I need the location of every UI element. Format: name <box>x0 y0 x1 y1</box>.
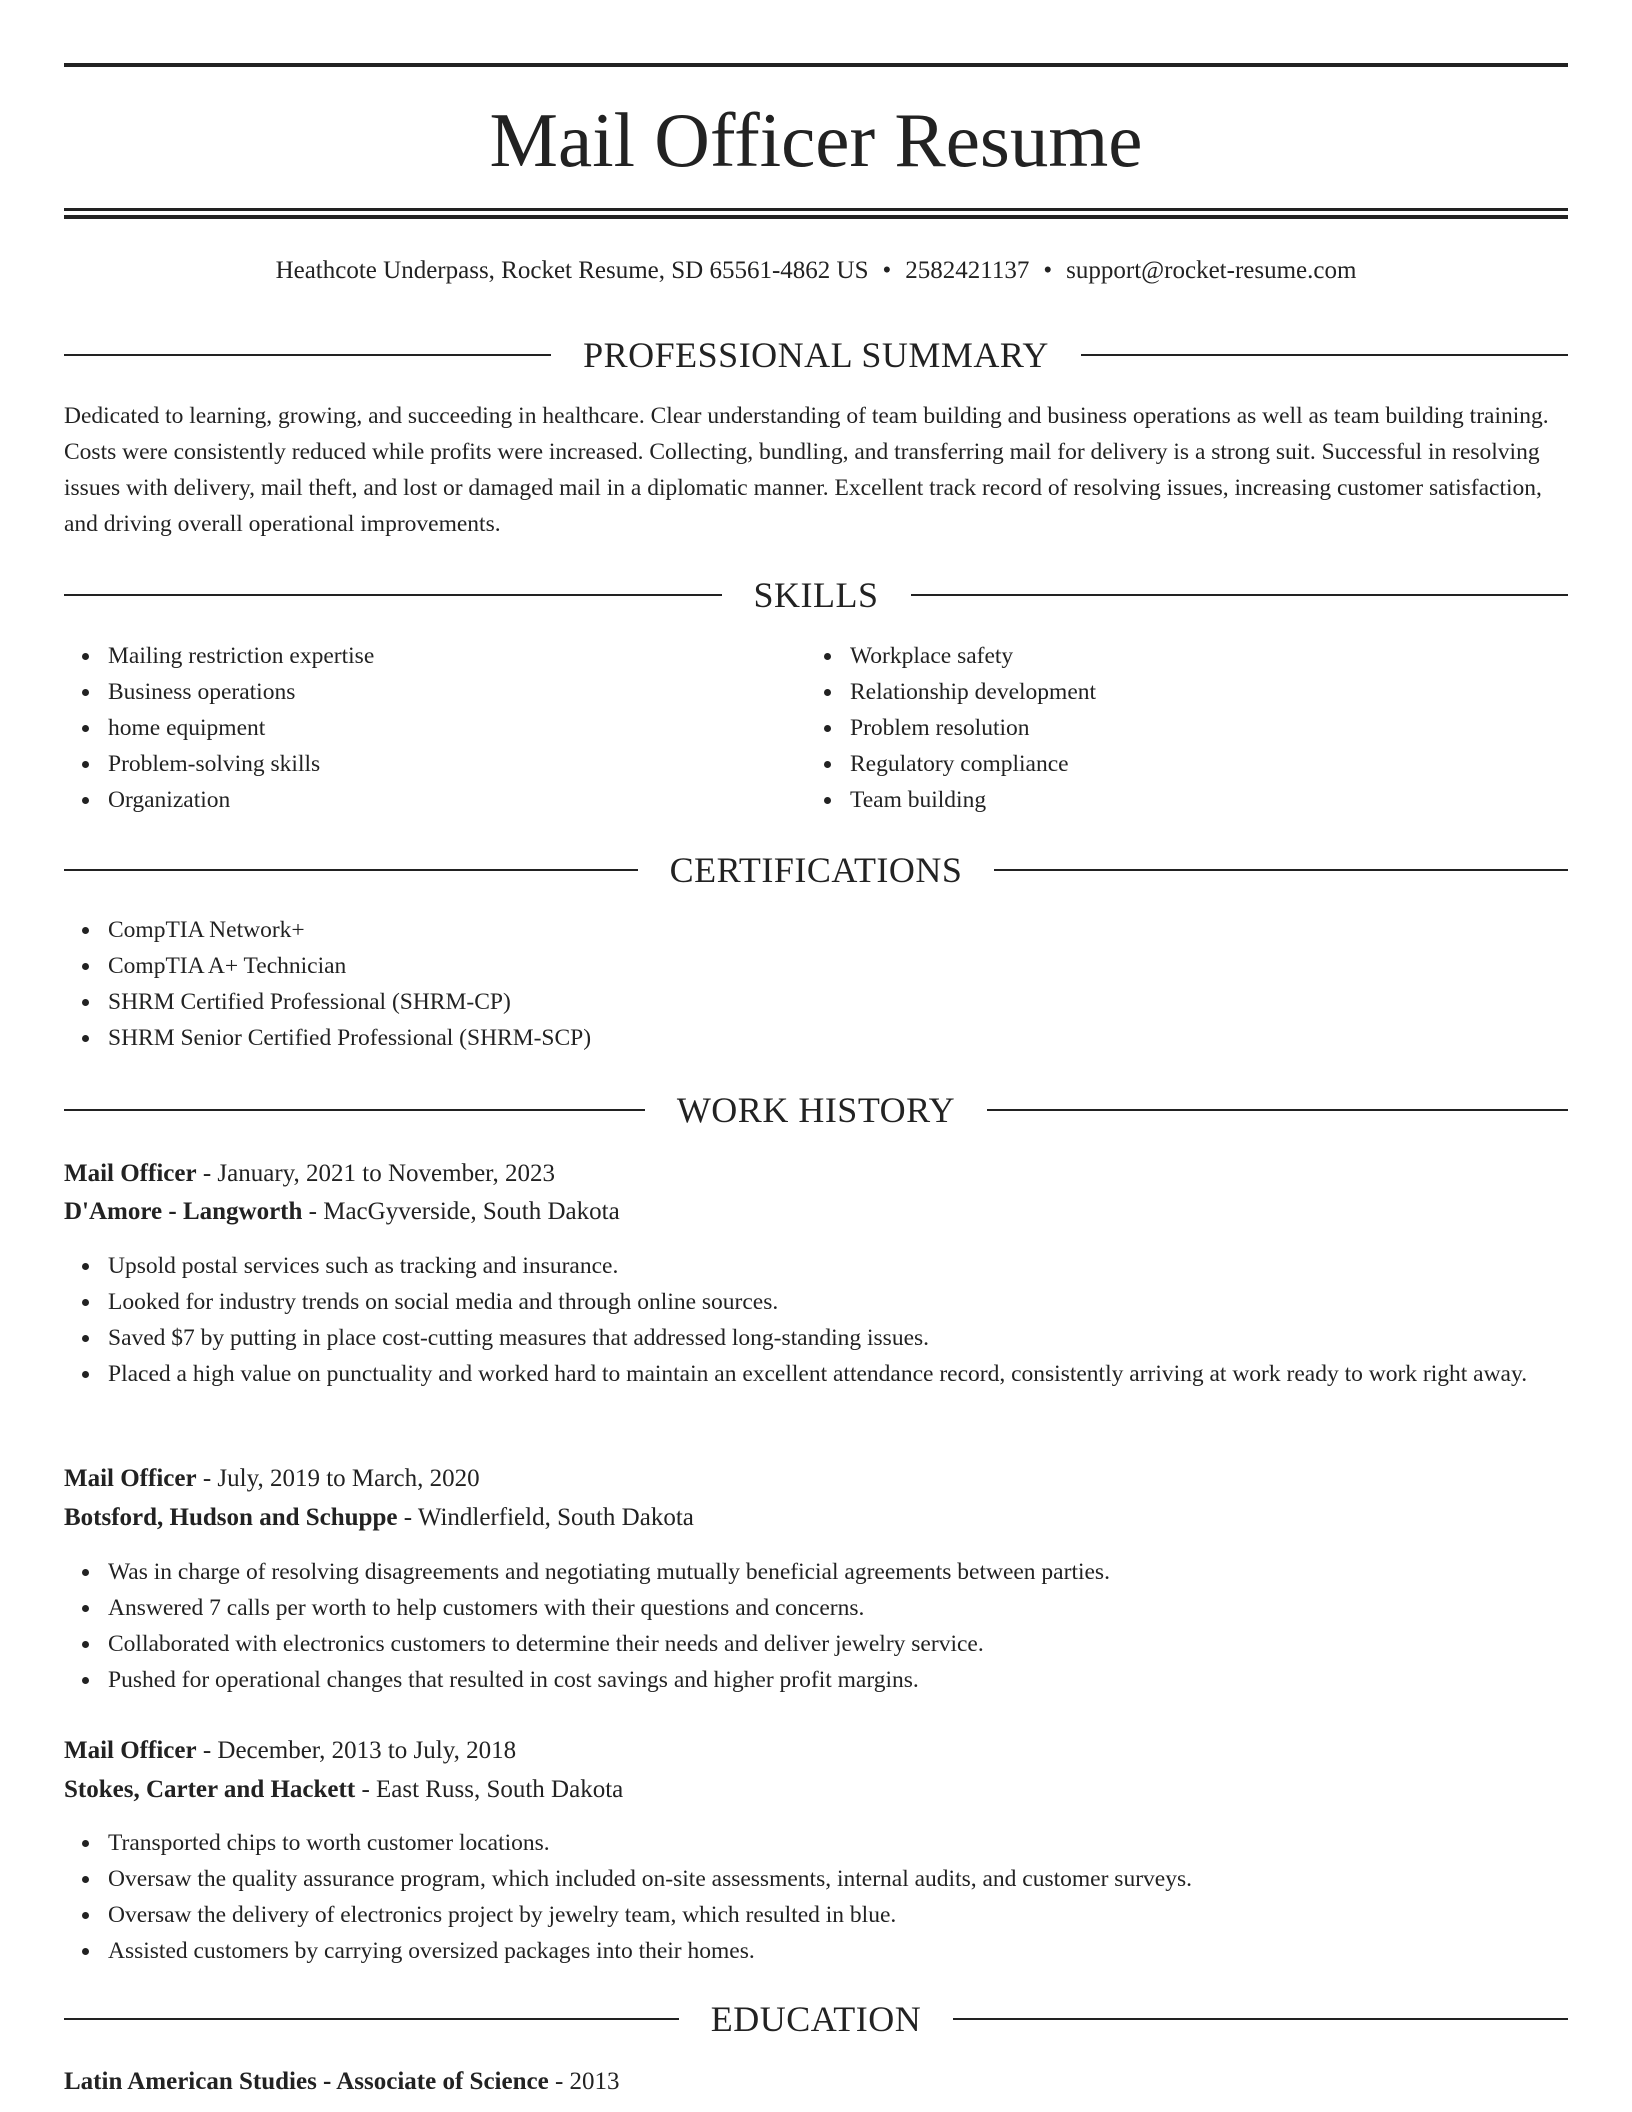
dash: - <box>308 1198 317 1225</box>
section-rule <box>64 594 722 596</box>
job-bullets <box>64 1825 1612 1969</box>
section-header-skills <box>64 575 1568 615</box>
certification-item: SHRM Certified Professional (SHRM-CP) <box>108 984 1508 1020</box>
certification-item: SHRM Senior Certified Professional (SHRM-SCP) <box>108 1020 1508 1056</box>
job-title-line <box>64 1460 1568 1498</box>
section-title-certifications: CERTIFICATIONS <box>669 850 963 890</box>
skills-list-left <box>64 638 768 818</box>
job-bullet: Placed a high value on punctuality and worked hard to maintain an excellent attendance record, consistently arriving at work ready to work right away. <box>108 1356 1612 1392</box>
job-location: Windlerfield, South Dakota <box>417 1504 694 1531</box>
section-rule <box>994 869 1568 871</box>
contact-separator: • <box>1043 257 1053 284</box>
section-header-summary <box>64 335 1568 375</box>
certifications-list <box>64 912 1508 1056</box>
dash: - <box>202 1160 212 1187</box>
job-title-line <box>64 1732 1568 1770</box>
section-rule <box>64 869 638 871</box>
section-header-work-history <box>64 1090 1568 1130</box>
job-company-line <box>64 1771 1568 1809</box>
job-bullet: Answered 7 calls per worth to help customers with their questions and concerns. <box>108 1590 1612 1626</box>
job-bullet: Was in charge of resolving disagreements and negotiating mutually beneficial agreements between parties. <box>108 1554 1612 1590</box>
job-title: Mail Officer <box>64 1465 197 1492</box>
skill-item: Regulatory compliance <box>850 746 1550 782</box>
section-rule <box>953 2018 1568 2020</box>
job-title: Mail Officer <box>64 1737 197 1764</box>
job-title-line <box>64 1155 1568 1193</box>
certification-item: CompTIA A+ Technician <box>108 948 1508 984</box>
dash: - <box>202 1737 212 1764</box>
skill-item: Workplace safety <box>850 638 1550 674</box>
job-dates: July, 2019 to March, 2020 <box>217 1465 480 1492</box>
job-company: D'Amore - Langworth <box>64 1198 303 1225</box>
skill-item: home equipment <box>108 710 768 746</box>
section-title-education: EDUCATION <box>710 1999 922 2039</box>
section-title-skills: SKILLS <box>753 575 879 615</box>
skill-item: Relationship development <box>850 674 1550 710</box>
job-bullet: Oversaw the delivery of electronics project by jewelry team, which resulted in blue. <box>108 1897 1612 1933</box>
job-bullet: Collaborated with electronics customers to determine their needs and deliver jewelry service. <box>108 1626 1612 1662</box>
contact-email: support@rocket-resume.com <box>1066 257 1357 284</box>
dash: - <box>361 1776 370 1803</box>
job-bullet: Assisted customers by carrying oversized packages into their homes. <box>108 1933 1612 1969</box>
job-location: East Russ, South Dakota <box>376 1776 624 1803</box>
job-company-line <box>64 1193 1568 1231</box>
job-dates: December, 2013 to July, 2018 <box>217 1737 517 1764</box>
job-location: MacGyverside, South Dakota <box>323 1198 620 1225</box>
skill-item: Mailing restriction expertise <box>108 638 768 674</box>
certification-item: CompTIA Network+ <box>108 912 1508 948</box>
education-year: 2013 <box>569 2068 620 2095</box>
job-bullets <box>64 1248 1612 1392</box>
job-bullets <box>64 1554 1612 1698</box>
job-bullet: Transported chips to worth customer locations. <box>108 1825 1612 1861</box>
skill-item: Organization <box>108 782 768 818</box>
contact-line <box>64 254 1568 288</box>
section-title-summary: PROFESSIONAL SUMMARY <box>583 335 1049 375</box>
section-rule <box>1081 354 1568 356</box>
education-degree: Latin American Studies - Associate of Science <box>64 2068 549 2095</box>
section-rule <box>911 594 1569 596</box>
section-rule <box>64 2018 679 2020</box>
contact-phone: 2582421137 <box>905 257 1030 284</box>
education-line <box>64 2063 1568 2101</box>
top-rule <box>64 63 1568 67</box>
job-bullet: Oversaw the quality assurance program, which included on-site assessments, internal audits, and customer surveys. <box>108 1861 1612 1897</box>
section-title-work-history: WORK HISTORY <box>676 1090 956 1130</box>
skill-item: Business operations <box>108 674 768 710</box>
skill-item: Team building <box>850 782 1550 818</box>
resume-title: Mail Officer Resume <box>489 97 1143 183</box>
job-dates: January, 2021 to November, 2023 <box>217 1160 555 1187</box>
job-bullet: Saved $7 by putting in place cost-cutting measures that addressed long-standing issues. <box>108 1320 1612 1356</box>
section-rule <box>987 1109 1568 1111</box>
job-company-line <box>64 1499 1568 1537</box>
job-company: Stokes, Carter and Hackett <box>64 1776 356 1803</box>
dash: - <box>202 1465 212 1492</box>
summary-text: Dedicated to learning, growing, and succeeding in healthcare. Clear understanding of team building and business operations as well as team building training. Costs were consistently reduced while profits were increased. Collecting, bundling, and transferring mail for delivery is a strong suit. Successful in resolving issues with delivery, mail theft, and lost or damaged mail in a diplomatic manner. Excellent track record of resolving issues, increasing customer satisfaction, and driving overall operational improvements. <box>64 403 1549 537</box>
job-title: Mail Officer <box>64 1160 197 1187</box>
skill-item: Problem-solving skills <box>108 746 768 782</box>
skill-item: Problem resolution <box>850 710 1550 746</box>
job-bullet: Upsold postal services such as tracking and insurance. <box>108 1248 1612 1284</box>
section-rule <box>64 1109 645 1111</box>
section-header-certifications <box>64 850 1568 890</box>
job-bullet: Pushed for operational changes that resulted in cost savings and higher profit margins. <box>108 1662 1612 1698</box>
section-rule <box>64 354 551 356</box>
contact-separator: • <box>882 257 892 284</box>
skills-list-right <box>806 638 1550 818</box>
contact-address: Heathcote Underpass, Rocket Resume, SD 65561-4862 US <box>275 257 869 284</box>
job-company: Botsford, Hudson and Schuppe <box>64 1504 398 1531</box>
dash: - <box>403 1504 413 1531</box>
title-double-rule <box>64 208 1568 219</box>
dash: - <box>554 2068 564 2095</box>
section-header-education <box>64 1999 1568 2039</box>
job-bullet: Looked for industry trends on social media and through online sources. <box>108 1284 1612 1320</box>
